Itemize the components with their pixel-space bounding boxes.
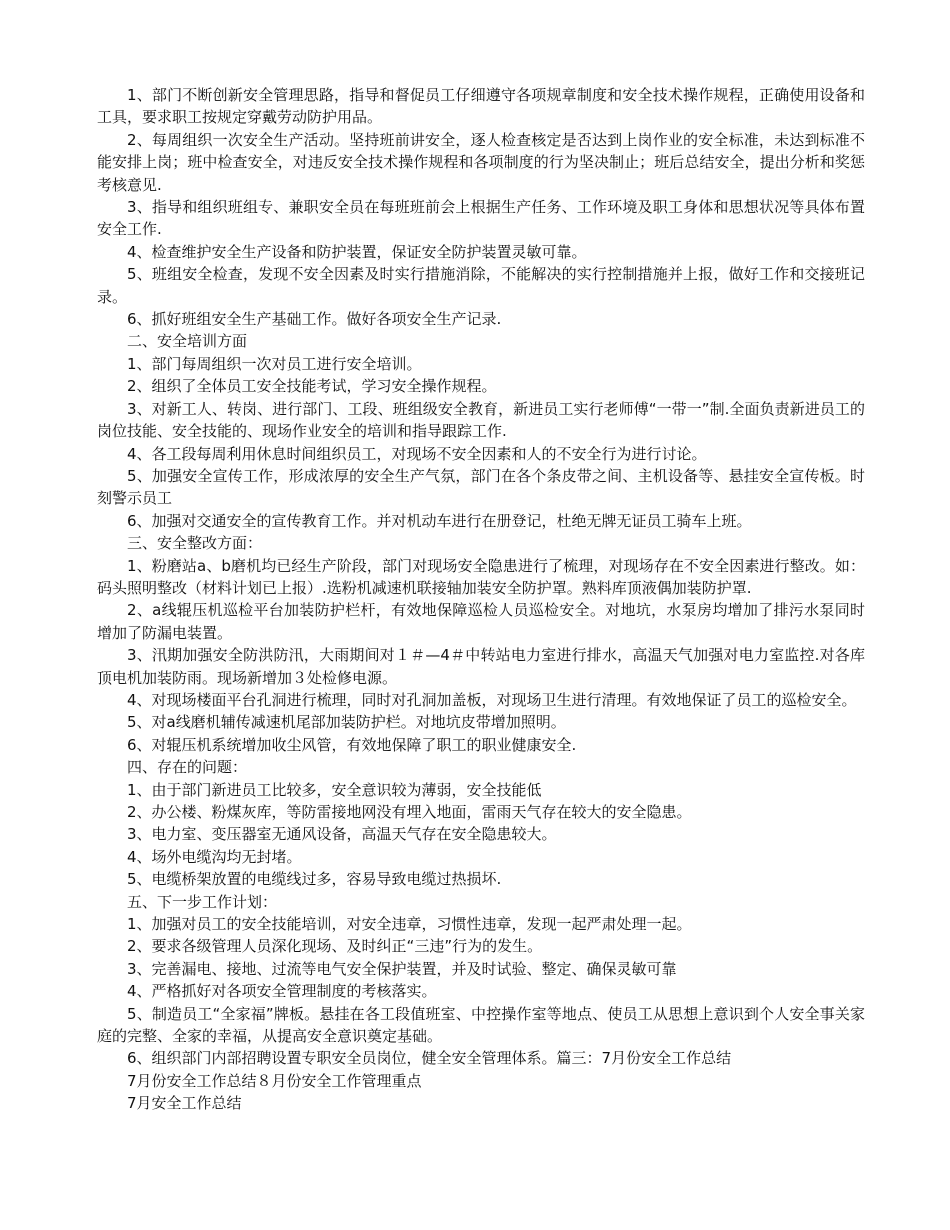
paragraph-plan-5: 5、制造员工“全家福”牌板。悬挂在各工段值班室、中控操作室等地点、使员工从思想上意识到个人安全事关家庭的完整、全家的幸福，从提高安全意识奠定基础。 [97,1004,865,1046]
document-body [97,84,865,1115]
paragraph-rectification-4: 4、对现场楼面平台孔洞进行梳理，同时对孔洞加盖板，对现场卫生进行清理。有效地保证了员工的巡检安全。 [127,690,857,709]
section-heading-next-plan: 五、下一步工作计划： [127,892,278,911]
paragraph-5: 5、班组安全检查，发现不安全因素及时实行措施消除，不能解决的实行控制措施并上报，做好工作和交接班记录。 [97,265,865,306]
paragraph-4: 4、检查维护安全生产设备和防护装置，保证安全防护装置灵敏可靠。 [127,242,587,261]
paragraph-rectification-1: 1、粉磨站a、b磨机均已经生产阶段，部门对现场安全隐患进行了梳理，对现场存在不安全因素进行整改。如：码头照明整改（材料计划已上报）.选粉机减速机联接轴加装安全防护罩。熟料库顶液偶加装防护罩. [97,556,865,597]
paragraph-problems-3: 3、电力室、变压器室无通风设备，高温天气存在安全隐患较大。 [127,825,557,844]
paragraph-6: 6、抓好班组安全生产基础工作。做好各项安全生产记录. [127,310,502,329]
section-heading-problems: 四、存在的问题： [127,758,248,777]
paragraph-training-2: 2、组织了全体员工安全技能考试，学习安全操作规程。 [127,377,497,396]
paragraph-problems-1: 1、由于部门新进员工比较多，安全意识较为薄弱，安全技能低 [127,780,542,799]
paragraph-rectification-6: 6、对辊压机系统增加收尘风管，有效地保障了职工的职业健康安全. [127,735,577,754]
paragraph-rectification-5: 5、对a线磨机辅传减速机尾部加装防护栏。对地坑皮带增加照明。 [127,713,566,732]
paragraph-training-3: 3、对新工人、转岗、进行部门、工段、班组级安全教育，新进员工实行老师傅“一带一”制.全面负责新进员工的岗位技能、安全技能的、现场作业安全的培训和指导跟踪工作. [97,399,865,441]
paragraph-3: 3、指导和组织班组专、兼职安全员在每班班前会上根据生产任务、工作环境及职工身体和思想状况等具体布置安全工作. [97,198,865,239]
paragraph-plan-2: 2、要求各级管理人员深化现场、及时纠正“三违”行为的发生。 [127,937,543,956]
paragraph-1: 1、部门不断创新安全管理思路，指导和督促员工仔细遵守各项规章制度和安全技术操作规程，正确使用设备和工具，要求职工按规定穿戴劳动防护用品。 [97,86,865,127]
paragraph-training-4: 4、各工段每周利用休息时间组织员工，对现场不安全因素和人的不安全行为进行讨论。 [127,444,707,463]
section-heading-rectification: 三、安全整改方面： [127,534,263,553]
paragraph-training-5: 5、加强安全宣传工作，形成浓厚的安全生产气氛，部门在各个条皮带之间、主机设备等、悬挂安全宣传板。时刻警示员工 [97,466,865,508]
paragraph-plan-6: 6、组织部门内部招聘设置专职安全员岗位，健全安全管理体系。篇三：7月份安全工作总结 [127,1049,732,1068]
paragraph-2: 2、每周组织一次安全生产活动。坚持班前讲安全，逐人检查核定是否达到上岗作业的安全标准，未达到标准不能安排上岗；班中检查安全，对违反安全技术操作规程和各项制度的行为坚决制止；班后总结安全，提出分析和奖惩考核意见. [97,130,865,194]
paragraph-training-6: 6、加强对交通安全的宣传教育工作。并对机动车进行在册登记，杜绝无牌无证员工骑车上班。 [127,511,752,530]
paragraph-rectification-2: 2、a线辊压机巡检平台加装防护栏杆，有效地保障巡检人员巡检安全。对地坑，水泵房均增加了排污水泵同时增加了防漏电装置。 [97,601,865,642]
section-heading-training: 二、安全培训方面 [127,332,248,351]
paragraph-plan-3: 3、完善漏电、接地、过流等电气安全保护装置，并及时试验、整定、确保灵敏可靠 [127,959,677,978]
paragraph-july-summary: 7月安全工作总结 [127,1094,242,1113]
paragraph-problems-5: 5、电缆桥架放置的电缆线过多，容易导致电缆过热损坏. [127,870,502,889]
paragraph-plan-1: 1、加强对员工的安全技能培训，对安全违章，习惯性违章，发现一起严肃处理一起。 [127,915,692,934]
paragraph-training-1: 1、部门每周组织一次对员工进行安全培训。 [127,354,422,373]
paragraph-plan-4: 4、严格抓好对各项安全管理制度的考核落实。 [127,982,437,1001]
paragraph-july-title: 7月份安全工作总结８月份安全工作管理重点 [127,1071,422,1090]
paragraph-rectification-3: 3、汛期加强安全防洪防汛，大雨期间对１＃—4＃中转站电力室进行排水，高温天气加强对电力室监控.对各库顶电机加装防雨。现场新增加３处检修电源。 [97,646,865,687]
paragraph-problems-4: 4、场外电缆沟均无封堵。 [127,847,302,866]
paragraph-problems-2: 2、办公楼、粉煤灰库，等防雷接地网没有埋入地面，雷雨天气存在较大的安全隐患。 [127,803,692,821]
